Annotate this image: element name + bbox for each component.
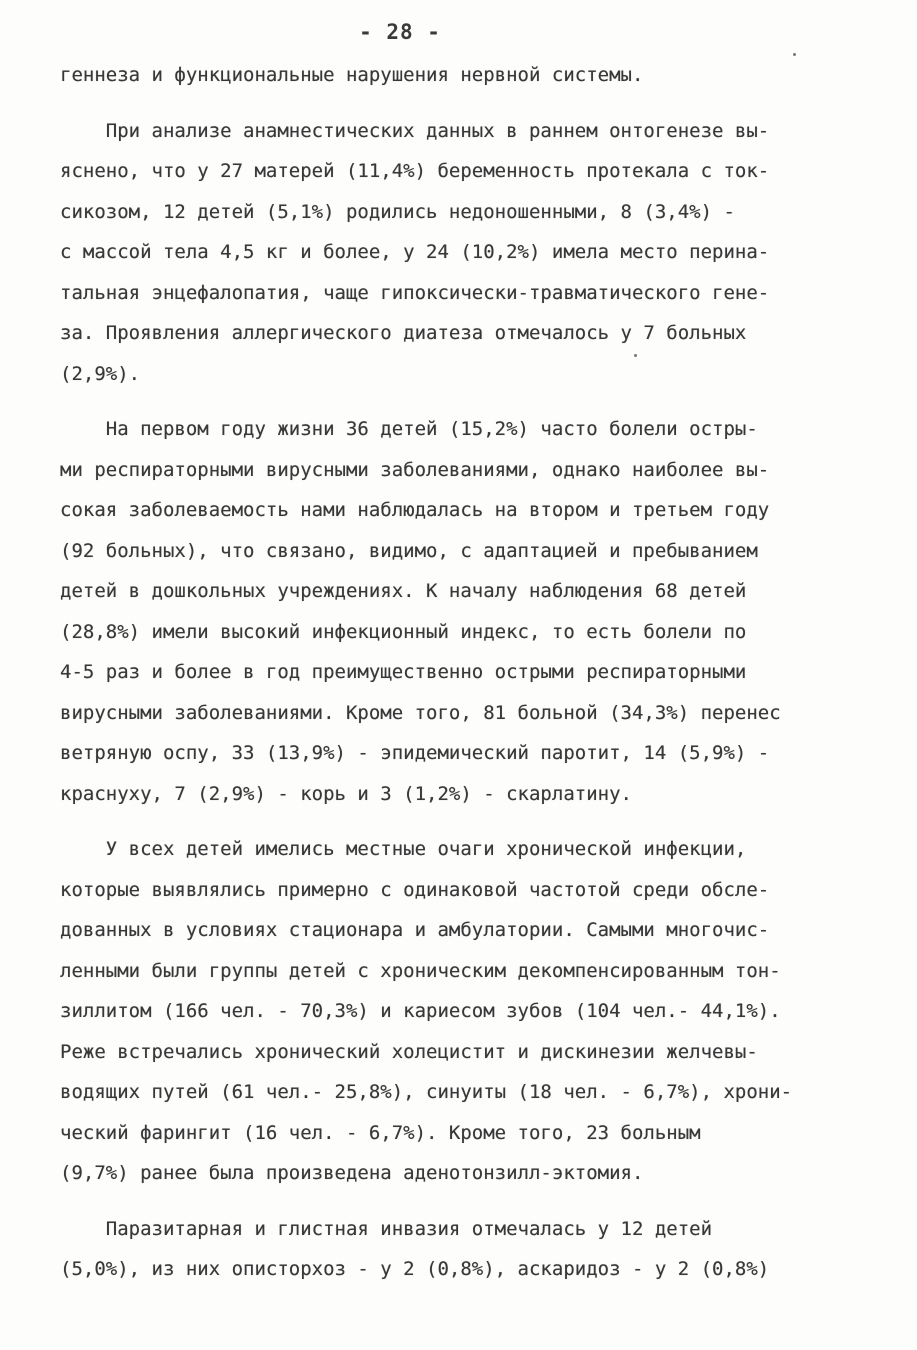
document-body	[60, 55, 850, 1290]
text-line: яснено, что у 27 матерей (11,4%) беременность протекала с ток-	[60, 160, 770, 182]
text-line: за. Проявления аллергического диатеза отмечалось у 7 больных	[60, 322, 747, 344]
text-line: сикозом, 12 детей (5,1%) родились недоношенными, 8 (3,4%) -	[60, 200, 735, 223]
text-line: водящих путей (61 чел.- 25,8%), синуиты (18 чел. - 6,7%), хрони-	[60, 1081, 793, 1103]
text-line: На первом году жизни 36 детей (15,2%) часто болели остры-	[60, 418, 758, 440]
text-line: ческий фарингит (16 чел. - 6,7%). Кроме того, 23 больным	[60, 1121, 701, 1144]
scan-speck	[793, 53, 796, 56]
text-line: краснуху, 7 (2,9%) - корь и 3 (1,2%) - скарлатину.	[60, 782, 632, 805]
text-line: тальная энцефалопатия, чаще гипоксически-травматического гене-	[60, 281, 770, 304]
text-line: При анализе анамнестических данных в раннем онтогенезе вы-	[60, 119, 770, 142]
paragraph-1	[60, 55, 850, 96]
paragraph-3	[60, 409, 850, 814]
text-line: дованных в условиях стационара и амбулатории. Самыми многочис-	[60, 919, 770, 941]
scan-speck	[634, 354, 637, 357]
text-line: с массой тела 4,5 кг и более, у 24 (10,2%) имела место перина-	[60, 241, 770, 263]
text-line: геннеза и функциональные нарушения нервной системы.	[60, 64, 644, 86]
text-line: детей в дошкольных учреждениях. К началу наблюдения 68 детей	[60, 580, 747, 602]
paragraph-4	[60, 829, 850, 1194]
text-line: зиллитом (166 чел. - 70,3%) и кариесом зубов (104 чел.- 44,1%).	[60, 1000, 781, 1022]
text-line: которые выявлялись примерно с одинаковой частотой среди обсле-	[60, 878, 770, 901]
text-line: У всех детей имелись местные очаги хронической инфекции,	[60, 838, 747, 860]
page-number: - 28 -	[359, 20, 441, 44]
text-line: ленными были группы детей с хроническим декомпенсированным тон-	[60, 959, 781, 982]
text-line: (92 больных), что связано, видимо, с адаптацией и пребыванием	[60, 539, 758, 562]
text-line: сокая заболеваемость нами наблюдалась на втором и третьем году	[60, 499, 770, 521]
paragraph-2	[60, 111, 850, 395]
text-line: (2,9%).	[60, 362, 141, 385]
text-line: 4-5 раз и более в год преимущественно острыми респираторными	[60, 661, 747, 683]
text-line: ми респираторными вирусными заболеваниями, однако наиболее вы-	[60, 458, 770, 481]
text-line: (9,7%) ранее была произведена аденотонзилл-эктомия.	[60, 1162, 644, 1184]
text-line: Паразитарная и глистная инвазия отмечалась у 12 детей	[60, 1217, 713, 1240]
text-line: Реже встречались хронический холецистит и дискинезии желчевы-	[60, 1040, 758, 1063]
text-line: (5,0%), из них описторхоз - у 2 (0,8%), аскаридоз - у 2 (0,8%)	[60, 1258, 770, 1280]
text-line: (28,8%) имели высокий инфекционный индекс, то есть болели по	[60, 620, 747, 643]
text-line: вирусными заболеваниями. Кроме того, 81 больной (34,3%) перенес	[60, 701, 781, 724]
text-line: ветряную оспу, 33 (13,9%) - эпидемический паротит, 14 (5,9%) -	[60, 742, 770, 764]
paragraph-5	[60, 1209, 850, 1290]
